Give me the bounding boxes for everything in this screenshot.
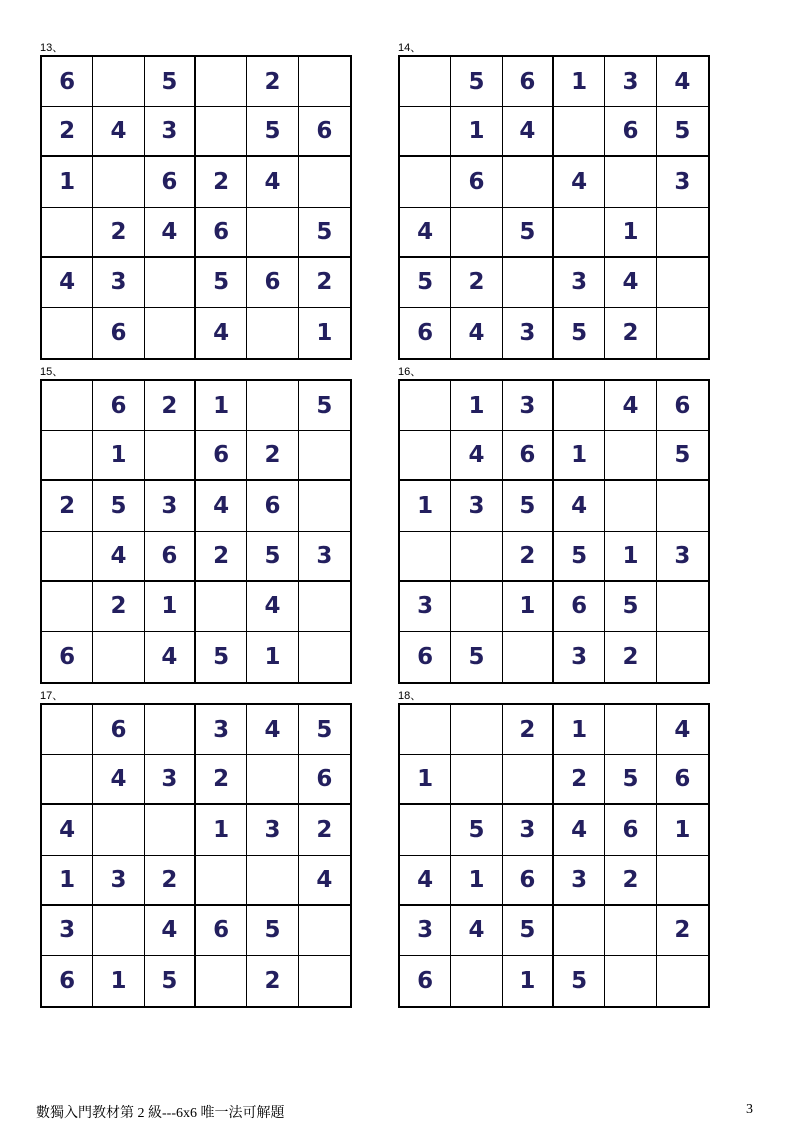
sudoku-cell: 5 xyxy=(451,632,502,682)
sudoku-cell: 5 xyxy=(503,906,554,956)
sudoku-cell: 6 xyxy=(605,107,656,157)
sudoku-cell: 3 xyxy=(503,805,554,855)
sudoku-cell xyxy=(196,107,247,157)
sudoku-cell: 3 xyxy=(554,856,605,906)
sudoku-cell: 1 xyxy=(605,208,656,258)
sudoku-cell: 1 xyxy=(503,582,554,632)
puzzle-number-label: 16、 xyxy=(398,366,422,378)
sudoku-cell xyxy=(196,57,247,107)
sudoku-cell: 6 xyxy=(503,856,554,906)
sudoku-cell xyxy=(42,582,93,632)
sudoku-cell: 6 xyxy=(247,481,298,531)
sudoku-cell xyxy=(657,208,708,258)
sudoku-cell xyxy=(451,755,502,805)
sudoku-cell: 2 xyxy=(145,856,196,906)
sudoku-cell xyxy=(657,258,708,308)
puzzle-number-label: 17、 xyxy=(40,690,64,702)
sudoku-cell xyxy=(42,755,93,805)
sudoku-cell: 6 xyxy=(93,308,144,358)
sudoku-cell: 4 xyxy=(554,481,605,531)
sudoku-cell: 2 xyxy=(451,258,502,308)
sudoku-cell: 2 xyxy=(42,107,93,157)
sudoku-cell xyxy=(400,107,451,157)
sudoku-cell: 3 xyxy=(554,258,605,308)
sudoku-cell xyxy=(42,431,93,481)
sudoku-cell xyxy=(93,632,144,682)
sudoku-cell: 3 xyxy=(247,805,298,855)
sudoku-cell: 1 xyxy=(451,856,502,906)
sudoku-cell xyxy=(503,258,554,308)
sudoku-cell: 5 xyxy=(554,956,605,1006)
sudoku-cell: 2 xyxy=(605,632,656,682)
sudoku-cell: 1 xyxy=(247,632,298,682)
sudoku-cell: 1 xyxy=(451,107,502,157)
sudoku-cell: 6 xyxy=(145,532,196,582)
sudoku-cell: 4 xyxy=(145,906,196,956)
sudoku-cell: 4 xyxy=(93,532,144,582)
sudoku-cell: 5 xyxy=(503,481,554,531)
sudoku-cell: 4 xyxy=(657,705,708,755)
sudoku-cell: 3 xyxy=(605,57,656,107)
sudoku-cell: 1 xyxy=(554,431,605,481)
sudoku-cell: 4 xyxy=(299,856,350,906)
sudoku-cell: 6 xyxy=(400,308,451,358)
sudoku-cell xyxy=(299,481,350,531)
sudoku-cell: 6 xyxy=(503,57,554,107)
sudoku-cell xyxy=(145,805,196,855)
sudoku-cell: 5 xyxy=(196,258,247,308)
sudoku-cell: 4 xyxy=(605,258,656,308)
sudoku-cell: 6 xyxy=(42,632,93,682)
sudoku-cell: 6 xyxy=(196,208,247,258)
sudoku-cell: 5 xyxy=(554,532,605,582)
sudoku-cell: 6 xyxy=(93,381,144,431)
sudoku-cell: 1 xyxy=(93,956,144,1006)
sudoku-cell xyxy=(605,481,656,531)
sudoku-cell: 4 xyxy=(42,805,93,855)
sudoku-cell: 3 xyxy=(451,481,502,531)
sudoku-cell: 1 xyxy=(451,381,502,431)
sudoku-cell: 4 xyxy=(145,208,196,258)
sudoku-cell: 5 xyxy=(400,258,451,308)
sudoku-cell: 6 xyxy=(247,258,298,308)
sudoku-cell: 1 xyxy=(605,532,656,582)
sudoku-cell xyxy=(657,308,708,358)
sudoku-cell xyxy=(554,906,605,956)
sudoku-cell: 1 xyxy=(503,956,554,1006)
sudoku-cell xyxy=(554,381,605,431)
sudoku-cell: 4 xyxy=(42,258,93,308)
sudoku-cell: 3 xyxy=(196,705,247,755)
sudoku-cell: 3 xyxy=(400,582,451,632)
sudoku-cell: 3 xyxy=(299,532,350,582)
sudoku-cell: 3 xyxy=(145,107,196,157)
sudoku-cell xyxy=(299,956,350,1006)
sudoku-cell: 2 xyxy=(93,208,144,258)
sudoku-cell: 3 xyxy=(145,755,196,805)
sudoku-cell: 2 xyxy=(196,755,247,805)
sudoku-cell: 3 xyxy=(503,308,554,358)
puzzle-number-label: 18、 xyxy=(398,690,422,702)
sudoku-cell: 2 xyxy=(503,532,554,582)
sudoku-cell: 2 xyxy=(145,381,196,431)
sudoku-cell xyxy=(605,906,656,956)
puzzle-number-label: 15、 xyxy=(40,366,64,378)
sudoku-cell xyxy=(196,856,247,906)
sudoku-cell: 4 xyxy=(657,57,708,107)
sudoku-grid xyxy=(398,379,710,684)
sudoku-cell xyxy=(400,157,451,207)
sudoku-cell: 5 xyxy=(657,107,708,157)
sudoku-cell: 3 xyxy=(554,632,605,682)
sudoku-cell: 4 xyxy=(247,582,298,632)
sudoku-grid xyxy=(40,703,352,1008)
sudoku-cell xyxy=(145,308,196,358)
sudoku-cell: 1 xyxy=(196,805,247,855)
sudoku-cell xyxy=(145,258,196,308)
sudoku-cell: 3 xyxy=(657,532,708,582)
sudoku-cell: 5 xyxy=(451,57,502,107)
sudoku-cell: 4 xyxy=(451,906,502,956)
sudoku-grid xyxy=(40,379,352,684)
sudoku-cell: 5 xyxy=(503,208,554,258)
sudoku-cell: 4 xyxy=(400,208,451,258)
sudoku-cell xyxy=(196,582,247,632)
sudoku-cell: 5 xyxy=(247,532,298,582)
puzzle-number-label: 13、 xyxy=(40,42,64,54)
sudoku-cell: 6 xyxy=(196,431,247,481)
sudoku-cell xyxy=(93,805,144,855)
sudoku-cell: 5 xyxy=(451,805,502,855)
sudoku-cell: 1 xyxy=(554,57,605,107)
sudoku-cell xyxy=(299,431,350,481)
sudoku-cell: 1 xyxy=(316,319,333,346)
sudoku-cell xyxy=(247,856,298,906)
sudoku-cell: 2 xyxy=(299,258,350,308)
sudoku-cell: 6 xyxy=(503,431,554,481)
sudoku-cell xyxy=(299,57,350,107)
sudoku-cell: 6 xyxy=(196,906,247,956)
sudoku-cell: 6 xyxy=(657,381,708,431)
sudoku-cell xyxy=(299,582,350,632)
sudoku-cell: 5 xyxy=(605,582,656,632)
sudoku-cell xyxy=(503,157,554,207)
sudoku-cell xyxy=(145,705,196,755)
sudoku-cell: 4 xyxy=(451,308,502,358)
sudoku-cell: 2 xyxy=(554,755,605,805)
sudoku-cell xyxy=(400,705,451,755)
sudoku-cell: 6 xyxy=(451,157,502,207)
sudoku-cell xyxy=(299,157,350,207)
sudoku-cell: 1 xyxy=(93,431,144,481)
sudoku-cell: 4 xyxy=(196,308,247,358)
sudoku-cell: 3 xyxy=(503,381,554,431)
sudoku-cell: 1 xyxy=(145,582,196,632)
sudoku-cell: 1 xyxy=(42,157,93,207)
sudoku-cell: 5 xyxy=(145,956,196,1006)
sudoku-cell: 6 xyxy=(299,755,350,805)
sudoku-cell: 4 xyxy=(503,107,554,157)
sudoku-cell: 5 xyxy=(657,431,708,481)
sudoku-cell: 3 xyxy=(657,157,708,207)
sudoku-cell: 4 xyxy=(451,431,502,481)
puzzle-number-label: 14、 xyxy=(398,42,422,54)
page-number: 3 xyxy=(746,1102,753,1117)
sudoku-cell: 2 xyxy=(247,956,298,1006)
sudoku-cell: 2 xyxy=(93,582,144,632)
sudoku-grid xyxy=(40,55,352,360)
sudoku-cell: 4 xyxy=(554,805,605,855)
sudoku-cell: 4 xyxy=(145,632,196,682)
sudoku-cell: 3 xyxy=(145,481,196,531)
sudoku-cell xyxy=(657,481,708,531)
sudoku-cell: 2 xyxy=(605,308,656,358)
sudoku-cell xyxy=(93,906,144,956)
sudoku-cell xyxy=(554,107,605,157)
sudoku-cell: 6 xyxy=(145,157,196,207)
sudoku-cell xyxy=(247,208,298,258)
sudoku-cell xyxy=(42,308,93,358)
sudoku-cell: 2 xyxy=(657,906,708,956)
sudoku-cell: 6 xyxy=(605,805,656,855)
sudoku-cell: 5 xyxy=(247,107,298,157)
sudoku-cell: 6 xyxy=(42,956,93,1006)
sudoku-cell: 6 xyxy=(657,755,708,805)
sudoku-cell xyxy=(42,381,93,431)
sudoku-cell xyxy=(400,805,451,855)
sudoku-cell: 3 xyxy=(93,856,144,906)
sudoku-cell xyxy=(605,431,656,481)
sudoku-grid xyxy=(398,703,710,1008)
sudoku-cell: 6 xyxy=(93,705,144,755)
sudoku-cell xyxy=(247,755,298,805)
sudoku-cell: 1 xyxy=(42,856,93,906)
sudoku-cell xyxy=(451,532,502,582)
sudoku-cell: 4 xyxy=(247,705,298,755)
sudoku-cell: 3 xyxy=(42,906,93,956)
sudoku-cell: 5 xyxy=(299,705,350,755)
sudoku-cell xyxy=(451,208,502,258)
sudoku-cell xyxy=(451,582,502,632)
sudoku-cell: 2 xyxy=(503,705,554,755)
sudoku-cell: 3 xyxy=(93,258,144,308)
sudoku-cell: 1 xyxy=(554,705,605,755)
footer-title: 數獨入門教材第 2 級---6x6 唯一法可解題 xyxy=(36,1106,285,1121)
sudoku-grid xyxy=(398,55,710,360)
sudoku-cell: 1 xyxy=(400,481,451,531)
sudoku-cell: 2 xyxy=(196,157,247,207)
sudoku-cell: 4 xyxy=(247,157,298,207)
sudoku-cell: 5 xyxy=(247,906,298,956)
sudoku-cell: 5 xyxy=(299,381,350,431)
sudoku-cell xyxy=(605,956,656,1006)
sudoku-cell: 3 xyxy=(400,906,451,956)
sudoku-cell: 5 xyxy=(299,208,350,258)
sudoku-cell: 6 xyxy=(400,632,451,682)
sudoku-cell xyxy=(247,381,298,431)
sudoku-cell: 4 xyxy=(400,856,451,906)
sudoku-cell: 5 xyxy=(93,481,144,531)
sudoku-cell xyxy=(400,431,451,481)
sudoku-cell xyxy=(299,906,350,956)
sudoku-cell xyxy=(247,308,298,358)
sudoku-cell: 4 xyxy=(93,755,144,805)
sudoku-cell: 1 xyxy=(400,755,451,805)
sudoku-cell: 1 xyxy=(196,381,247,431)
sudoku-cell xyxy=(42,532,93,582)
sudoku-cell: 2 xyxy=(196,532,247,582)
sudoku-cell: 5 xyxy=(145,57,196,107)
sudoku-cell: 2 xyxy=(247,57,298,107)
sudoku-cell xyxy=(605,157,656,207)
sudoku-cell xyxy=(554,208,605,258)
sudoku-cell: 4 xyxy=(605,381,656,431)
sudoku-cell xyxy=(657,582,708,632)
sudoku-cell: 2 xyxy=(299,805,350,855)
sudoku-cell xyxy=(299,632,350,682)
sudoku-cell: 5 xyxy=(605,755,656,805)
sudoku-cell xyxy=(42,705,93,755)
sudoku-cell: 4 xyxy=(196,481,247,531)
sudoku-cell: 6 xyxy=(554,582,605,632)
sudoku-cell xyxy=(400,57,451,107)
sudoku-cell: 1 xyxy=(657,805,708,855)
sudoku-cell xyxy=(451,705,502,755)
sudoku-cell: 6 xyxy=(299,107,350,157)
sudoku-cell xyxy=(93,157,144,207)
sudoku-cell xyxy=(93,57,144,107)
sudoku-cell xyxy=(196,956,247,1006)
sudoku-cell: 4 xyxy=(93,107,144,157)
sudoku-cell xyxy=(42,208,93,258)
sudoku-cell xyxy=(451,956,502,1006)
sudoku-cell xyxy=(503,755,554,805)
sudoku-cell: 5 xyxy=(196,632,247,682)
sudoku-cell xyxy=(657,856,708,906)
sudoku-cell: 6 xyxy=(42,57,93,107)
sudoku-cell xyxy=(400,381,451,431)
sudoku-cell xyxy=(657,632,708,682)
sudoku-cell: 6 xyxy=(400,956,451,1006)
sudoku-cell xyxy=(503,632,554,682)
sudoku-cell: 4 xyxy=(554,157,605,207)
sudoku-cell: 2 xyxy=(247,431,298,481)
sudoku-cell xyxy=(145,431,196,481)
sudoku-cell: 2 xyxy=(42,481,93,531)
sudoku-cell xyxy=(400,532,451,582)
sudoku-cell xyxy=(605,705,656,755)
sudoku-cell: 2 xyxy=(605,856,656,906)
sudoku-cell xyxy=(657,956,708,1006)
sudoku-cell: 5 xyxy=(554,308,605,358)
